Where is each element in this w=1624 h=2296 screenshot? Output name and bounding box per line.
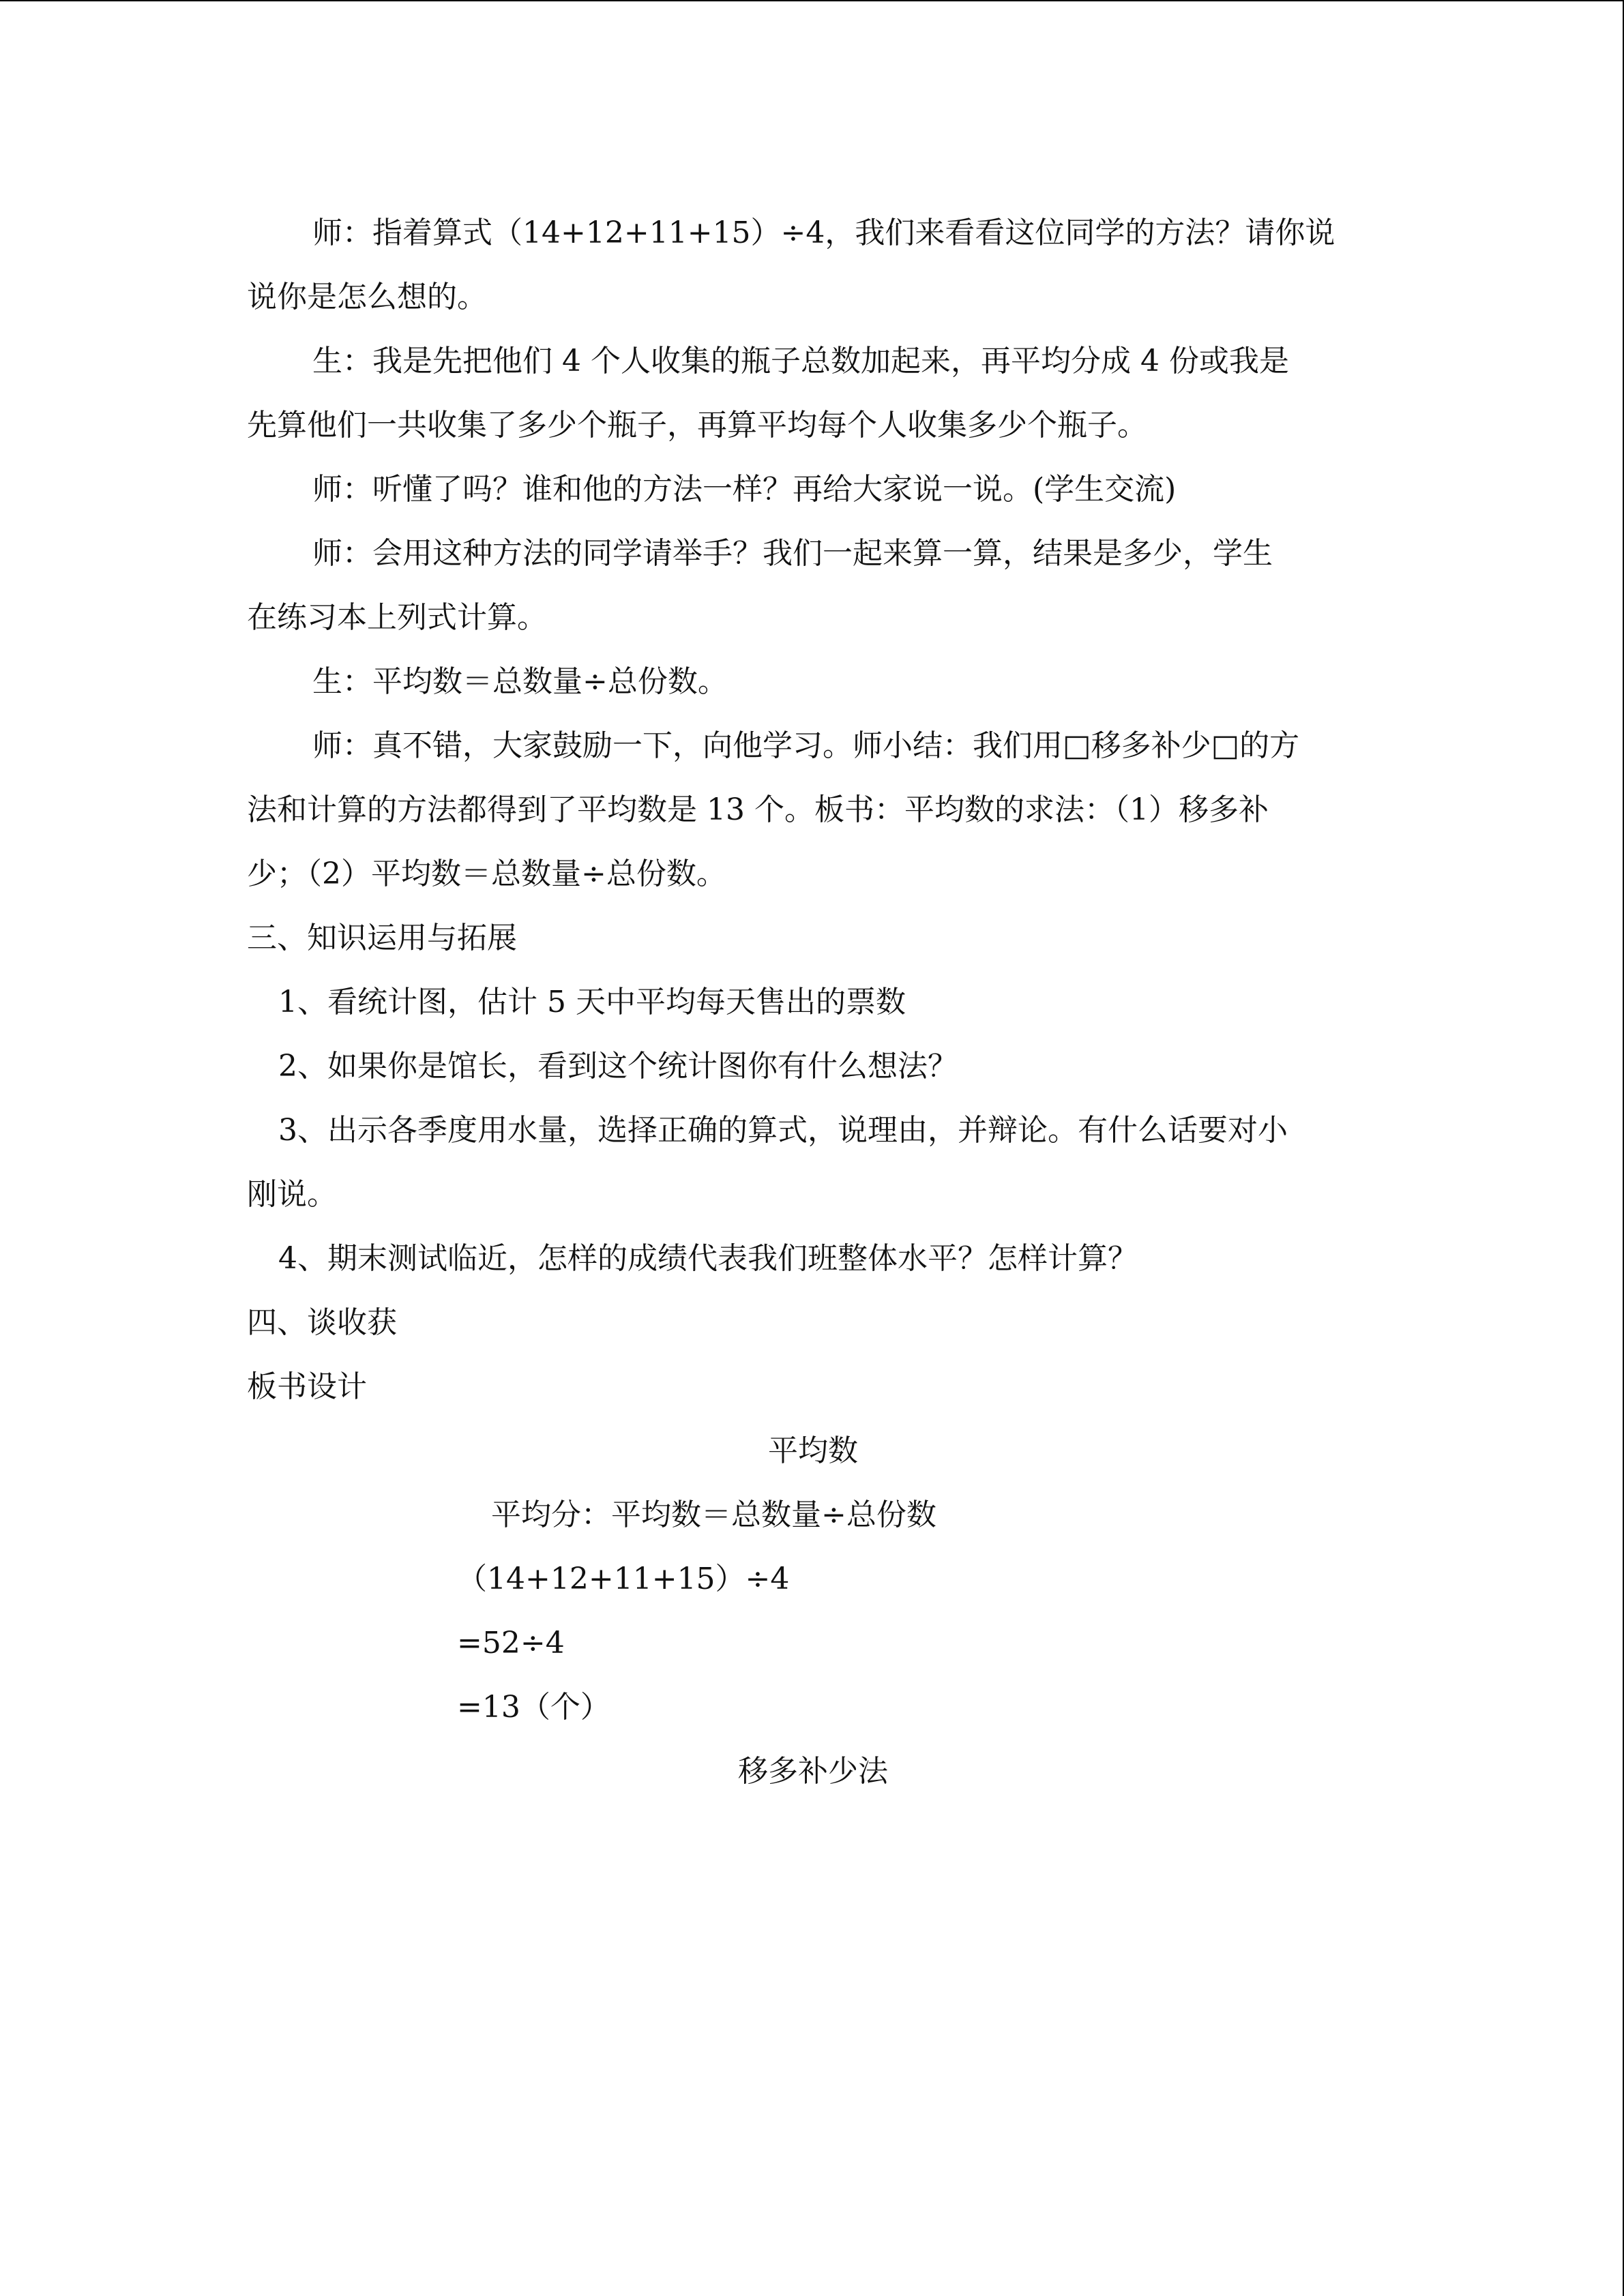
board-step: =52÷4 bbox=[457, 1626, 565, 1660]
list-item: 2、如果你是馆长，看到这个统计图你有什么想法？ bbox=[278, 1049, 958, 1084]
paragraph-line: 说你是怎么想的。 bbox=[247, 280, 487, 314]
board-method: 移多补少法 bbox=[738, 1754, 888, 1789]
board-step: =13（个） bbox=[457, 1690, 610, 1725]
paragraph-line: 师：指着算式（14+12+11+15）÷4，我们来看看这位同学的方法？请你说 bbox=[312, 215, 1335, 250]
section-heading: 四、谈收获 bbox=[247, 1305, 397, 1340]
board-formula: 平均分：平均数＝总数量÷总份数 bbox=[491, 1497, 936, 1532]
list-item: 4、期末测试临近，怎样的成绩代表我们班整体水平？怎样计算？ bbox=[278, 1241, 1138, 1276]
board-title: 平均数 bbox=[768, 1433, 858, 1468]
paragraph-line: 师：会用这种方法的同学请举手？我们一起来算一算，结果是多少，学生 bbox=[312, 536, 1273, 571]
top-border bbox=[0, 0, 1624, 1]
board-step: （14+12+11+15）÷4 bbox=[457, 1562, 790, 1596]
paragraph-line: 师：真不错，大家鼓励一下，向他学习。师小结：我们用□移多补少□的方 bbox=[312, 728, 1300, 763]
paragraph-line: 生：我是先把他们 4 个人收集的瓶子总数加起来，再平均分成 4 份或我是 bbox=[312, 344, 1289, 378]
lesson-content bbox=[247, 201, 1379, 1804]
section-heading: 板书设计 bbox=[247, 1369, 367, 1404]
list-item: 3、出示各季度用水量，选择正确的算式，说理由，并辩论。有什么话要对小 bbox=[278, 1113, 1288, 1148]
paragraph-line: 生：平均数＝总数量÷总份数。 bbox=[312, 664, 728, 699]
paragraph-line: 法和计算的方法都得到了平均数是 13 个。板书：平均数的求法：（1）移多补 bbox=[247, 792, 1269, 827]
paragraph-line: 在练习本上列式计算。 bbox=[247, 600, 547, 635]
paragraph-line: 师：听懂了吗？谁和他的方法一样？再给大家说一说。(学生交流) bbox=[312, 472, 1177, 507]
list-item-continuation: 刚说。 bbox=[247, 1177, 337, 1212]
section-heading: 三、知识运用与拓展 bbox=[247, 921, 517, 955]
paragraph-line: 少；（2）平均数＝总数量÷总份数。 bbox=[247, 856, 726, 891]
list-item: 1、看统计图，估计 5 天中平均每天售出的票数 bbox=[278, 985, 906, 1019]
paragraph-line: 先算他们一共收集了多少个瓶子，再算平均每个人收集多少个瓶子。 bbox=[247, 408, 1147, 443]
